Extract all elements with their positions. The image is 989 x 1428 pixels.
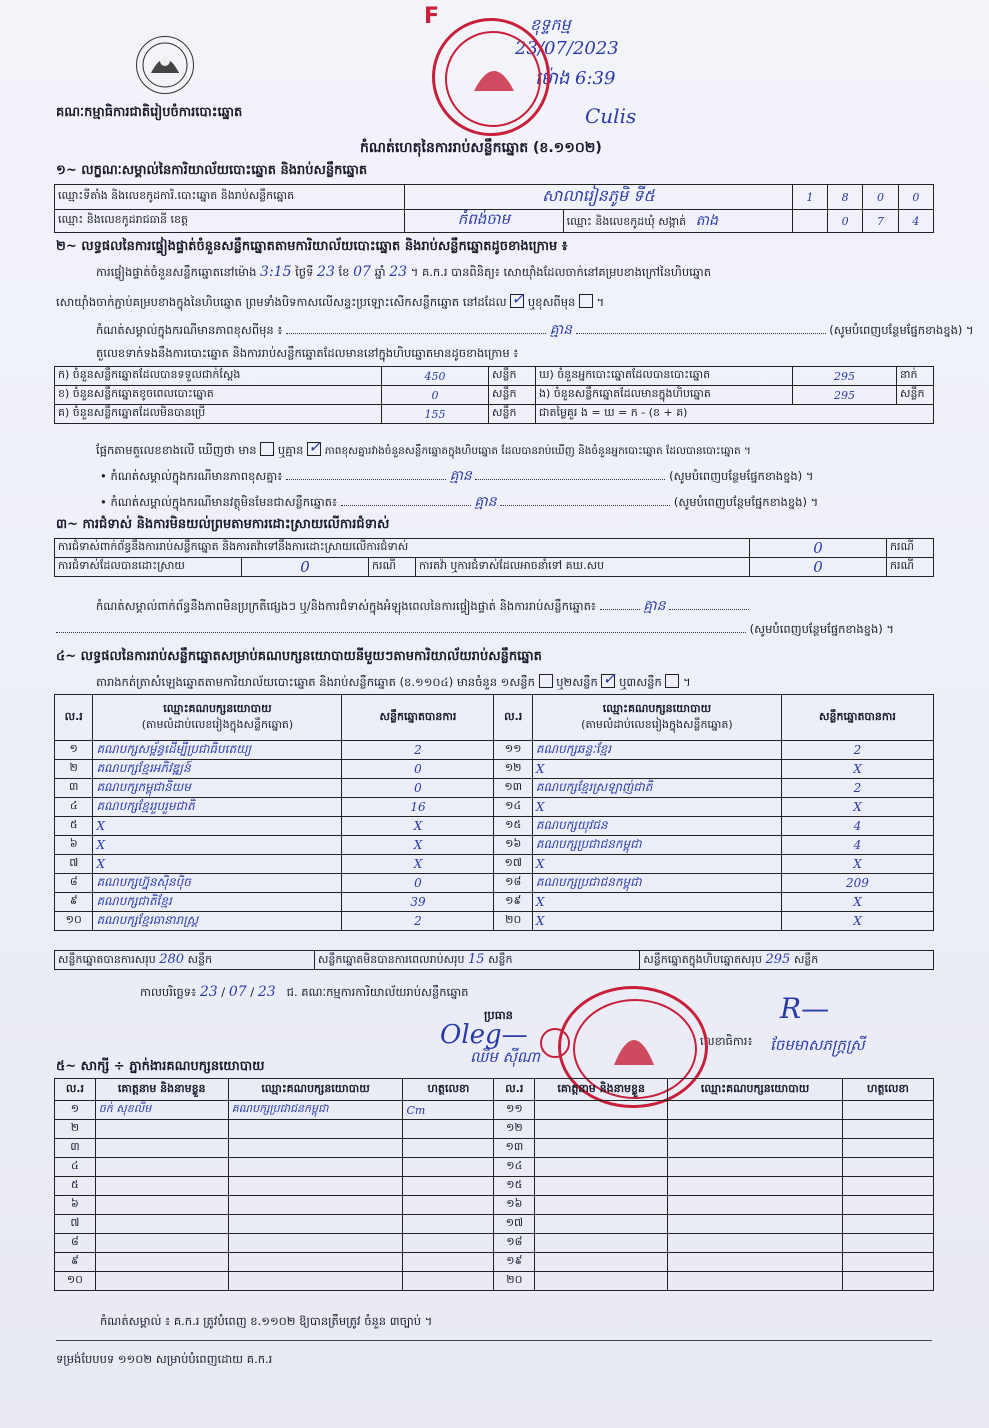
discrepancy-line: ផ្អែកតាមតួលេខខាងលើ ឃើញថា មាន ឬគ្មាន ✓ ភាពខុសគ្នារវាងចំនួនសន្លឹកឆ្នោតក្នុងហិបឆ្នោត ដែលបានរាប់ឃើញ និងចំនួនអ្នកបោះឆ្នោត ដែលបានបោះឆ្នោត ។ <box>96 437 751 457</box>
bullet-diff: • កំណត់សម្គាល់ក្នុងករណីមានភាពខុសគ្នា៖ គ្មាន (សូមបំពេញបន្ថែមផ្នែកខាងខ្នង) ។ <box>100 468 814 484</box>
witness-row <box>55 1196 934 1215</box>
result-party: គណបក្សជាតិខ្មែរ <box>93 893 342 912</box>
inbox-value: 295 <box>793 386 897 405</box>
commune-code-1: 0 <box>828 210 863 233</box>
section1-table <box>54 184 934 233</box>
result-no: ៩ <box>55 893 93 912</box>
witness-signature <box>842 1253 933 1272</box>
verify-time: 3:15 <box>260 264 292 280</box>
totals-table <box>54 950 934 970</box>
results-row <box>55 760 934 779</box>
witness-signature <box>842 1158 933 1177</box>
witness-no: ៥ <box>55 1177 96 1196</box>
footnote: កំណត់សម្គាល់ ៖ គ.ក.រ ត្រូវបំពេញ ខ.១១០២ ឱ្យបានត្រឹមត្រូវ ចំនួន ៣ច្បាប់ ។ <box>100 1314 433 1328</box>
section5-heading: ៥~ សាក្សី ÷ ភ្នាក់ងារគណបក្សនយោបាយ <box>56 1059 265 1074</box>
commune-code-3: 4 <box>898 210 933 233</box>
result-votes: X <box>342 855 494 874</box>
witness-name <box>535 1272 668 1291</box>
result-votes: 2 <box>342 741 494 760</box>
verify-line-1: ការផ្ទៀងផ្ទាត់ចំនួនសន្លឹកឆ្នោតនៅម៉ោង 3:15 ថ្ងៃទី 23 ខែ 07 ឆ្នាំ 23 ។ គ.ក.រ បានពិនិត្យ៖ សោយ៉ាំងដែលចាក់នៅគម្របខាងក្រៅនៃហិបឆ្នោត <box>96 264 712 280</box>
results-col-party-right: ឈ្មោះគណបក្សនយោបាយ (តាមលំដាប់លេខរៀងក្នុងសន្លឹកឆ្នោត) <box>532 695 781 741</box>
objections-value: 0 <box>750 539 887 558</box>
witness-signature <box>403 1272 494 1291</box>
witness-party <box>668 1234 843 1253</box>
result-no: ១៣ <box>494 779 532 798</box>
nec-emblem <box>136 36 194 94</box>
unused-label: គ) ចំនួនសន្លឹកឆ្នោតដែលមិនបានប្រើ <box>55 405 382 424</box>
secretary-name: ចែមមាសភក្ត្រស្រី <box>770 1036 865 1054</box>
date-day: 23 <box>199 984 218 1000</box>
witness-party <box>228 1158 403 1177</box>
witness-signature <box>842 1234 933 1253</box>
valid-total: សន្លឹកឆ្នោតបានការសរុប 280 សន្លឹក <box>55 951 315 970</box>
no-diff-checkbox[interactable]: ✓ <box>308 437 322 456</box>
result-party: គណបក្សកម្ពុជានិយម <box>93 779 342 798</box>
witness-no: ៨ <box>55 1234 96 1253</box>
witness-party <box>668 1158 843 1177</box>
results-row <box>55 874 934 893</box>
witness-signature <box>842 1177 933 1196</box>
result-votes: 0 <box>342 874 494 893</box>
result-party: គណបក្សយុវជន <box>532 817 781 836</box>
witness-name <box>535 1196 668 1215</box>
results-col-no-left: ល.រ <box>55 695 93 741</box>
received-label: ក) ចំនួនសន្លឹកឆ្នោតដែលបានទទួលជាក់ស្តែង <box>55 367 382 386</box>
witness-no: ២០ <box>494 1272 535 1291</box>
witness-no: ៩ <box>55 1253 96 1272</box>
witness-party <box>668 1272 843 1291</box>
resolved-label: ការជំទាស់ដែលបានដោះស្រាយ <box>55 558 242 577</box>
results-row <box>55 855 934 874</box>
witness-row <box>55 1272 934 1291</box>
result-no: ៤ <box>55 798 93 817</box>
witness-name <box>95 1139 228 1158</box>
date-year: 23 <box>257 984 276 1000</box>
section3-heading: ៣~ ការជំទាស់ និងការមិនយល់ព្រមតាមការដោះស្រាយលើការជំទាស់ <box>56 517 390 532</box>
witness-row <box>55 1101 934 1120</box>
results-col-votes-right: សន្លឹកឆ្នោតបានការ <box>781 695 933 741</box>
inbox-label: ង) ចំនួនសន្លឹកឆ្នោតដែលមានក្នុងហិបឆ្នោត <box>536 386 793 405</box>
result-no: ១៥ <box>494 817 532 836</box>
result-no: ១២ <box>494 760 532 779</box>
witness-row <box>55 1253 934 1272</box>
result-party: គណបក្សសម្ព័ន្ធដើម្បីប្រជាធិបតេយ្យ <box>93 741 342 760</box>
top-signature: Culis <box>585 104 637 128</box>
result-votes: 0 <box>342 779 494 798</box>
witness-name <box>95 1234 228 1253</box>
result-party: គណបក្សខ្មែរធានារាស្ត្រ <box>93 912 342 931</box>
witness-signature <box>842 1101 933 1120</box>
result-votes: 209 <box>781 874 933 893</box>
date-month: 07 <box>228 984 247 1000</box>
witness-signature <box>403 1215 494 1234</box>
result-party: គណបក្សប្រជាជនកម្ពុជា <box>532 874 781 893</box>
witness-name <box>535 1253 668 1272</box>
result-no: ៥ <box>55 817 93 836</box>
result-votes: 2 <box>342 912 494 931</box>
result-votes: X <box>781 855 933 874</box>
result-votes: X <box>781 798 933 817</box>
commune-code-2: 7 <box>863 210 898 233</box>
witness-row <box>55 1139 934 1158</box>
valid-total-value: 280 <box>159 951 185 967</box>
inbox-unit: សន្លឹក <box>897 386 934 405</box>
witness-no: ១៣ <box>494 1139 535 1158</box>
results-col-party-left: ឈ្មោះគណបក្សនយោបាយ (តាមលំដាប់លេខរៀងក្នុងសន្លឹកឆ្នោត) <box>93 695 342 741</box>
results-row <box>55 817 934 836</box>
witness-name <box>535 1177 668 1196</box>
result-no: ១១ <box>494 741 532 760</box>
location-value: សាលារៀនភូមិ ទី៥ <box>405 185 793 210</box>
witness-row <box>55 1215 934 1234</box>
witness-name <box>95 1253 228 1272</box>
result-no: ២ <box>55 760 93 779</box>
unused-value: 155 <box>382 405 489 424</box>
witness-table <box>54 1078 934 1291</box>
appeal-value: 0 <box>750 558 887 577</box>
witness-no: ២ <box>55 1120 96 1139</box>
witness-no: ១៩ <box>494 1253 535 1272</box>
witness-name <box>95 1196 228 1215</box>
witness-party <box>228 1120 403 1139</box>
results-row <box>55 779 934 798</box>
inbox-total: សន្លឹកឆ្នោតក្នុងហិបឆ្នោតសរុប 295 សន្លឹក <box>640 951 934 970</box>
irregularities-line2: (សូមបំពេញបន្ថែមផ្នែកខាងខ្នង) ។ <box>56 622 894 639</box>
witness-row <box>55 1234 934 1253</box>
witness-no: ១៧ <box>494 1215 535 1234</box>
witness-party <box>228 1234 403 1253</box>
same-checkbox[interactable]: ✓ <box>511 289 525 308</box>
chair-name: ឈឹម ស៊ីណា <box>470 1048 540 1066</box>
location-code-2: 8 <box>828 185 863 210</box>
witness-no: ១៥ <box>494 1177 535 1196</box>
result-party: X <box>532 760 781 779</box>
witness-no: ១២ <box>494 1120 535 1139</box>
result-no: ១៩ <box>494 893 532 912</box>
witness-signature <box>842 1139 933 1158</box>
result-party: គណបក្សខ្មែរអភិវឌ្ឍន៍ <box>93 760 342 779</box>
witness-party: គណបក្សប្រជាជនកម្ពុជា <box>228 1101 403 1120</box>
handwritten-note-2: 23/07/2023 <box>515 38 619 59</box>
results-row <box>55 741 934 760</box>
witness-party <box>228 1196 403 1215</box>
witness-col-sign-right: ហត្ថលេខា <box>842 1079 933 1101</box>
two-sheet-checkbox[interactable]: ✓ <box>602 669 616 688</box>
result-votes: X <box>342 836 494 855</box>
location-code-1: 1 <box>792 185 827 210</box>
verify-month: 07 <box>353 264 371 280</box>
witness-party <box>228 1215 403 1234</box>
commune-value: តាង <box>695 212 718 229</box>
result-votes: X <box>781 893 933 912</box>
result-party: X <box>532 893 781 912</box>
location-code-4: 0 <box>898 185 933 210</box>
witness-name <box>535 1234 668 1253</box>
result-no: ៨ <box>55 874 93 893</box>
witness-signature <box>403 1177 494 1196</box>
form-title: កំណត់ហេតុនៃការរាប់សន្លឹកឆ្នោត (ខ.១១០២) <box>360 140 602 156</box>
witness-party <box>668 1177 843 1196</box>
result-no: ៣ <box>55 779 93 798</box>
result-party: គណបក្សខ្មែររួបរួមជាតិ <box>93 798 342 817</box>
result-party: X <box>532 798 781 817</box>
one-sheet-checkbox[interactable] <box>539 674 553 688</box>
witness-col-name-right: គោត្តនាម និងនាមខ្លួន <box>535 1079 668 1101</box>
irregularities-note: កំណត់សម្គាល់ពាក់ព័ន្ធនឹងភាពមិនប្រក្រតីផ្សេងៗ ឬ/និងការជំទាស់ក្នុងអំឡុងពេលនៃការផ្ទៀងផ្ទាត់ និងការរាប់សន្លឹកឆ្នោត៖ គ្មាន <box>96 596 749 617</box>
witness-name <box>95 1215 228 1234</box>
witness-signature <box>403 1196 494 1215</box>
figures-intro: តួលេខទាក់ទងនឹងការបោះឆ្នោត និងការរាប់សន្លឹកឆ្នោតដែលមាននៅក្នុងហិបឆ្នោតមានដូចខាងក្រោម ៖ <box>96 346 519 360</box>
resolved-unit: ករណី <box>369 558 416 577</box>
result-no: ១៦ <box>494 836 532 855</box>
witness-no: ៣ <box>55 1139 96 1158</box>
witness-signature <box>842 1120 933 1139</box>
witness-col-no-left: ល.រ <box>55 1079 96 1101</box>
witness-name <box>95 1272 228 1291</box>
witness-no: ១៤ <box>494 1158 535 1177</box>
result-votes: X <box>781 760 933 779</box>
witness-no: ១១ <box>494 1101 535 1120</box>
secretary-label: លេខាធិការ៖ <box>700 1034 753 1048</box>
chair-label: ប្រធាន <box>484 1008 513 1022</box>
witness-col-sign-left: ហត្ថលេខា <box>403 1079 494 1101</box>
received-unit: សន្លឹក <box>489 367 536 386</box>
spoiled-unit: សន្លឹក <box>489 386 536 405</box>
witness-name <box>95 1120 228 1139</box>
witness-name <box>95 1177 228 1196</box>
bullet-object-value: គ្មាន <box>474 494 497 510</box>
formula-label: ជាតម្លៃគួរ ង = ឃ = ក - (ខ + គ) <box>536 405 934 424</box>
result-votes: 4 <box>781 817 933 836</box>
witness-party <box>668 1101 843 1120</box>
witness-name <box>535 1120 668 1139</box>
official-stamp-top <box>432 18 550 136</box>
result-party: X <box>93 836 342 855</box>
bullet-diff-value: គ្មាន <box>449 468 472 484</box>
result-no: ១៨ <box>494 874 532 893</box>
invalid-total-value: 15 <box>468 951 485 967</box>
diff-note-value: គ្មាន <box>549 322 572 338</box>
result-votes: X <box>342 817 494 836</box>
result-no: ២០ <box>494 912 532 931</box>
witness-row <box>55 1177 934 1196</box>
result-party: គណបក្សឆន្ទៈខ្មែរ <box>532 741 781 760</box>
result-party: គណបក្សប្រជាជនកម្ពុជា <box>532 836 781 855</box>
witness-party <box>228 1272 403 1291</box>
witness-no: ៧ <box>55 1215 96 1234</box>
irregularities-value: គ្មាន <box>643 598 666 614</box>
witness-signature <box>403 1158 494 1177</box>
witness-name: ចក់ សុខលីម <box>95 1101 228 1120</box>
location-label: ឈ្មោះទីតាំង និងលេខកូដការិ.បោះឆ្នោត និងរាប់សន្លឹកឆ្នោត <box>55 185 405 210</box>
spoiled-value: 0 <box>382 386 489 405</box>
voters-label: ឃ) ចំនួនអ្នកបោះឆ្នោតដែលបានបោះឆ្នោត <box>536 367 793 386</box>
witness-signature <box>403 1234 494 1253</box>
received-value: 450 <box>382 367 489 386</box>
result-votes: X <box>781 912 933 931</box>
results-row <box>55 912 934 931</box>
secretary-signature: R— <box>780 992 830 1025</box>
result-votes: 2 <box>781 741 933 760</box>
witness-name <box>535 1158 668 1177</box>
unused-unit: សន្លឹក <box>489 405 536 424</box>
form-footer: ទម្រង់បែបបទ ១១០២ សម្រាប់បំពេញដោយ គ.ក.រ <box>56 1352 273 1366</box>
witness-no: ១ <box>55 1101 96 1120</box>
witness-col-name-left: គោត្តនាម និងនាមខ្លួន <box>95 1079 228 1101</box>
witness-no: ៤ <box>55 1158 96 1177</box>
witness-signature: Cm <box>403 1101 494 1120</box>
witness-party <box>228 1253 403 1272</box>
red-f-mark: F <box>424 4 440 29</box>
section4-heading: ៤~ លទ្ធផលនៃការរាប់សន្លឹកឆ្នោតសម្រាប់គណបក្សនយោបាយនីមួយៗតាមការិយាល័យរាប់សន្លឹកឆ្នោត <box>56 649 542 664</box>
witness-party <box>668 1215 843 1234</box>
result-no: ៦ <box>55 836 93 855</box>
location-code-3: 0 <box>863 185 898 210</box>
section1-heading: ១~ លក្ខណៈសម្គាល់នៃការិយាល័យបោះឆ្នោត និងរាប់សន្លឹកឆ្នោត <box>56 163 368 178</box>
three-sheet-checkbox[interactable] <box>665 674 679 688</box>
witness-no: ១០ <box>55 1272 96 1291</box>
section2-heading: ២~ លទ្ធផលនៃការផ្ទៀងផ្ទាត់ចំនួនសន្លឹកឆ្នោតតាមការិយាល័យបោះឆ្នោត និងរាប់សន្លឹកឆ្នោតដូចខាងក្រោម ៖ <box>56 239 568 254</box>
witness-signature <box>842 1196 933 1215</box>
commune-label: ឈ្មោះ និងលេខកូដឃុំ សង្កាត់ តាង <box>563 210 792 233</box>
voters-unit: នាក់ <box>897 367 934 386</box>
witness-row <box>55 1158 934 1177</box>
results-row <box>55 836 934 855</box>
diff-note: កំណត់សម្គាល់ក្នុងករណីមានភាពខុសពីមុន ៖ គ្មាន (សូមបំពេញបន្ថែមផ្នែកខាងខ្នង) ។ <box>96 322 974 338</box>
result-party: គណបក្សហ្វ៊ុនស៊ិនប៉ិច <box>93 874 342 893</box>
result-party: X <box>93 855 342 874</box>
witness-signature <box>403 1120 494 1139</box>
result-party: គណបក្សខ្មែរស្រឡាញ់ជាតិ <box>532 779 781 798</box>
result-no: ១៤ <box>494 798 532 817</box>
result-votes: 16 <box>342 798 494 817</box>
small-stamp <box>540 1028 570 1058</box>
witness-signature <box>842 1215 933 1234</box>
objections-unit: ករណី <box>887 539 934 558</box>
result-no: ១០ <box>55 912 93 931</box>
witness-party <box>668 1120 843 1139</box>
result-votes: 2 <box>781 779 933 798</box>
date-line: កាលបរិច្ឆេទ៖ 23 / 07 / 23 ជ. គណៈកម្មការការិយាល័យរាប់សន្លឹកឆ្នោត <box>140 984 469 1000</box>
result-votes: 0 <box>342 760 494 779</box>
witness-row <box>55 1120 934 1139</box>
org-name: គណៈកម្មាធិការជាតិរៀបចំការបោះឆ្នោត <box>56 105 243 120</box>
spoiled-label: ខ) ចំនួនសន្លឹកឆ្នោតខូចពេលបោះឆ្នោត <box>55 386 382 405</box>
appeal-unit: ករណី <box>887 558 934 577</box>
bullet-object: • កំណត់សម្គាល់ក្នុងករណីមានវត្ថុមិនមែនជាសន្លឹកឆ្នោត៖ គ្មាន (សូមបំពេញបន្ថែមផ្នែកខាងខ្នង) ។ <box>100 494 819 510</box>
witness-no: ១៨ <box>494 1234 535 1253</box>
handwritten-note-1: ខុទ្ទកម្ម <box>530 15 571 34</box>
witness-party <box>228 1177 403 1196</box>
witness-no: ១៦ <box>494 1196 535 1215</box>
results-col-no-right: ល.រ <box>494 695 532 741</box>
witness-party <box>668 1253 843 1272</box>
results-row <box>55 798 934 817</box>
province-label: ឈ្មោះ និងលេខកូដរាជធានី ខេត្ត <box>55 210 405 233</box>
witness-party <box>668 1139 843 1158</box>
witness-col-party-left: ឈ្មោះគណបក្សនយោបាយ <box>228 1079 403 1101</box>
verify-year: 23 <box>389 264 408 280</box>
results-table <box>54 694 934 931</box>
witness-col-party-right: ឈ្មោះគណបក្សនយោបាយ <box>668 1079 843 1101</box>
result-no: ១៧ <box>494 855 532 874</box>
invalid-total: សន្លឹកឆ្នោតមិនបានការពេលរាប់សរុប 15 សន្លឹក <box>314 951 639 970</box>
tally-sheet-count: តារាងកត់ត្រាសំឡេងឆ្នោតតាមការិយាល័យបោះឆ្នោត និងរាប់សន្លឹកឆ្នោត (ខ.១១០៤) មានចំនួន ១សន្លឹក ឬ២សន្លឹក ✓ ឬ៣សន្លឹក ។ <box>96 669 691 689</box>
witness-party <box>228 1139 403 1158</box>
result-party: X <box>93 817 342 836</box>
witness-name <box>535 1139 668 1158</box>
objections-label: ការជំទាស់ពាក់ព័ន្ធនឹងការរាប់សន្លឹកឆ្នោត និងការតវ៉ាទៅនឹងការដោះស្រាយលើការជំទាស់ <box>55 539 750 558</box>
witness-col-no-right: ល.រ <box>494 1079 535 1101</box>
witness-party <box>668 1196 843 1215</box>
chair-signature: Oleg— <box>440 1020 528 1050</box>
witness-signature <box>403 1139 494 1158</box>
figures-table <box>54 366 934 424</box>
result-no: ៧ <box>55 855 93 874</box>
result-party: X <box>532 855 781 874</box>
witness-signature <box>403 1253 494 1272</box>
section3-table <box>54 538 934 577</box>
results-col-votes-left: សន្លឹកឆ្នោតបានការ <box>342 695 494 741</box>
province-value: កំពង់ចាម <box>405 210 563 233</box>
verify-day: 23 <box>317 264 335 280</box>
witness-signature <box>842 1272 933 1291</box>
inbox-total-value: 295 <box>765 951 791 967</box>
voters-value: 295 <box>793 367 897 386</box>
verify-line-2: សោយ៉ាំងចាក់ភ្ជាប់គម្របខាងក្នុងនៃហិបឆ្នោត ព្រមទាំងបិទកាសលើសន្ទះប្រឡោះសើកសន្លឹកឆ្នោត នៅដដែល ✓ ឬខុសពីមុន ។ <box>56 289 605 309</box>
has-diff-checkbox[interactable] <box>260 442 274 456</box>
handwritten-note-3: ម៉ោង 6:39 <box>535 68 616 89</box>
result-votes: 39 <box>342 893 494 912</box>
resolved-value: 0 <box>242 558 369 577</box>
witness-name <box>95 1158 228 1177</box>
witness-no: ៦ <box>55 1196 96 1215</box>
witness-name <box>535 1101 668 1120</box>
witness-name <box>535 1215 668 1234</box>
footer-divider <box>56 1340 932 1341</box>
result-votes: 4 <box>781 836 933 855</box>
appeal-label: ការតវ៉ា ឬការជំទាស់ដែលអាចនាំទៅ គឃ.សប <box>416 558 750 577</box>
result-party: X <box>532 912 781 931</box>
result-no: ១ <box>55 741 93 760</box>
results-row <box>55 893 934 912</box>
different-checkbox[interactable] <box>579 294 593 308</box>
